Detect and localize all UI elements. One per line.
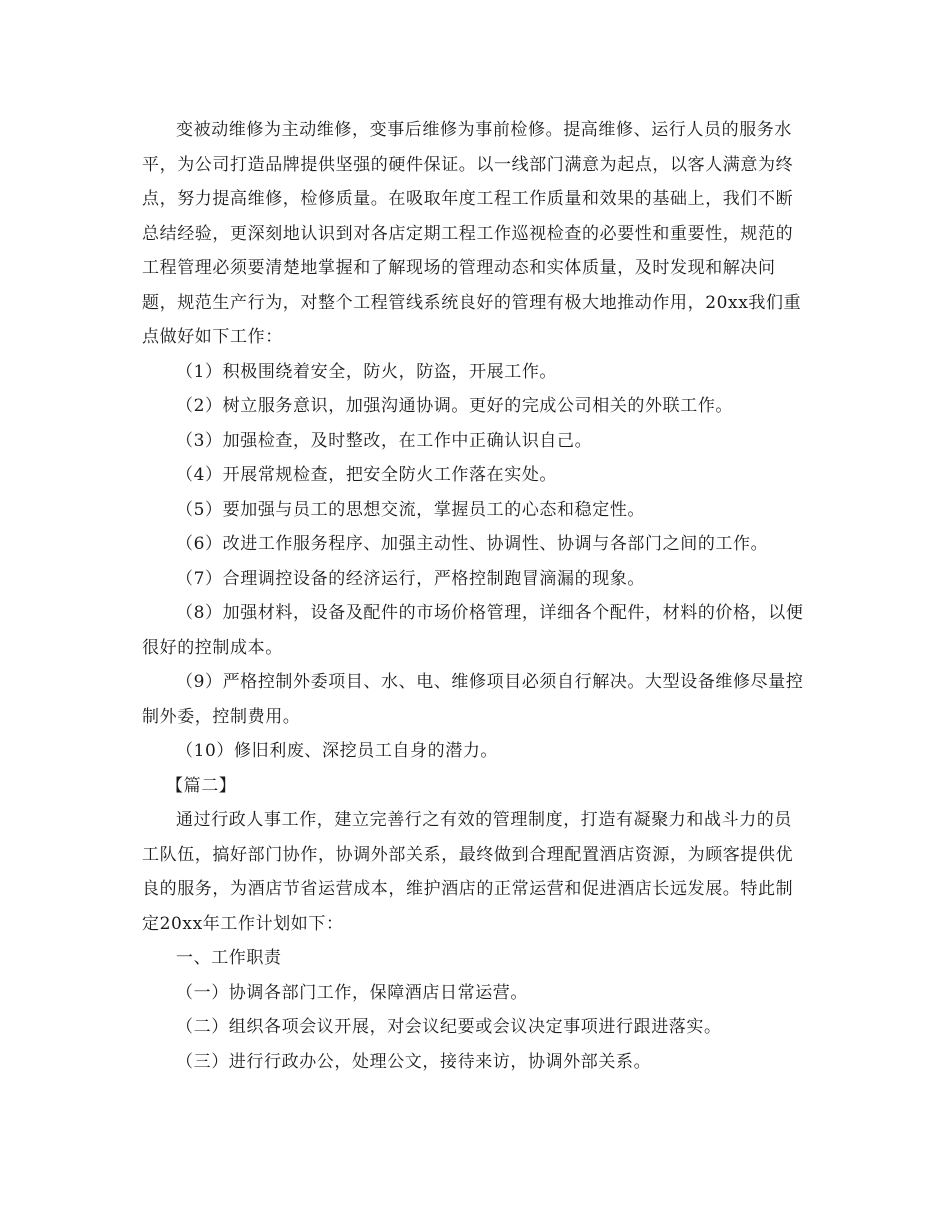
list-item: （7）合理调控设备的经济运行，严格控制跑冒滴漏的现象。	[176, 568, 646, 589]
subsection-heading: 一、工作职责	[176, 948, 282, 968]
section-intro-paragraph: 通过行政人事工作，建立完善行之有效的管理制度，打造有凝聚力和战斗力的员工队伍，搞好部门协作，协调外部关系，最终做到合理配置酒店资源，为顾客提供优良的服务，为酒店节省运营成本，维护酒店的正常运营和促进酒店长远发展。特此制定20xx年工作计划如下：	[142, 810, 794, 934]
document-body	[142, 113, 808, 1079]
list-item: （二）组织各项会议开展，对会议纪要或会议决定事项进行跟进落实。	[176, 1017, 722, 1037]
list-item: （9）严格控制外委项目、水、电、维修项目必须自行解决。大型设备维修尽量控制外委，控制费用。	[142, 672, 804, 727]
section-heading: 【篇二】	[166, 775, 237, 796]
list-item: （10）修旧利废、深挖员工自身的潜力。	[176, 741, 499, 761]
list-item: （8）加强材料，设备及配件的市场价格管理，详细各个配件，材料的价格，以便很好的控制成本。	[142, 603, 804, 658]
list-item: （5）要加强与员工的思想交流，掌握员工的心态和稳定性。	[176, 499, 646, 520]
list-item: （3）加强检查，及时整改，在工作中正确认识自己。	[176, 430, 593, 451]
list-item: （6）改进工作服务程序、加强主动性、协调性、协调与各部门之间的工作。	[176, 534, 769, 554]
list-item: （三）进行行政办公，处理公文，接待来访，协调外部关系。	[176, 1051, 652, 1072]
list-item: （一）协调各部门工作，保障酒店日常运营。	[176, 982, 528, 1003]
list-item: （4）开展常规检查，把安全防火工作落在实处。	[176, 465, 558, 485]
list-item: （2）树立服务意识，加强沟通协调。更好的完成公司相关的外联工作。	[176, 396, 734, 416]
intro-paragraph: 变被动维修为主动维修，变事后维修为事前检修。提高维修、运行人员的服务水平，为公司打造品牌提供坚强的硬件保证。以一线部门满意为起点，以客人满意为终点，努力提高维修，检修质量。在吸取年度工程工作质量和效果的基础上，我们不断总结经验，更深刻地认识到对各店定期工程工作巡视检查的必要性和重要性，规范的工程管理必须要清楚地掌握和了解现场的管理动态和实体质量，及时发现和解决问题，规范生产行为，对整个工程管线系统良好的管理有极大地推动作用，20xx我们重点做好如下工作：	[142, 120, 802, 347]
list-item: （1）积极围绕着安全，防火，防盗，开展工作。	[176, 361, 558, 382]
